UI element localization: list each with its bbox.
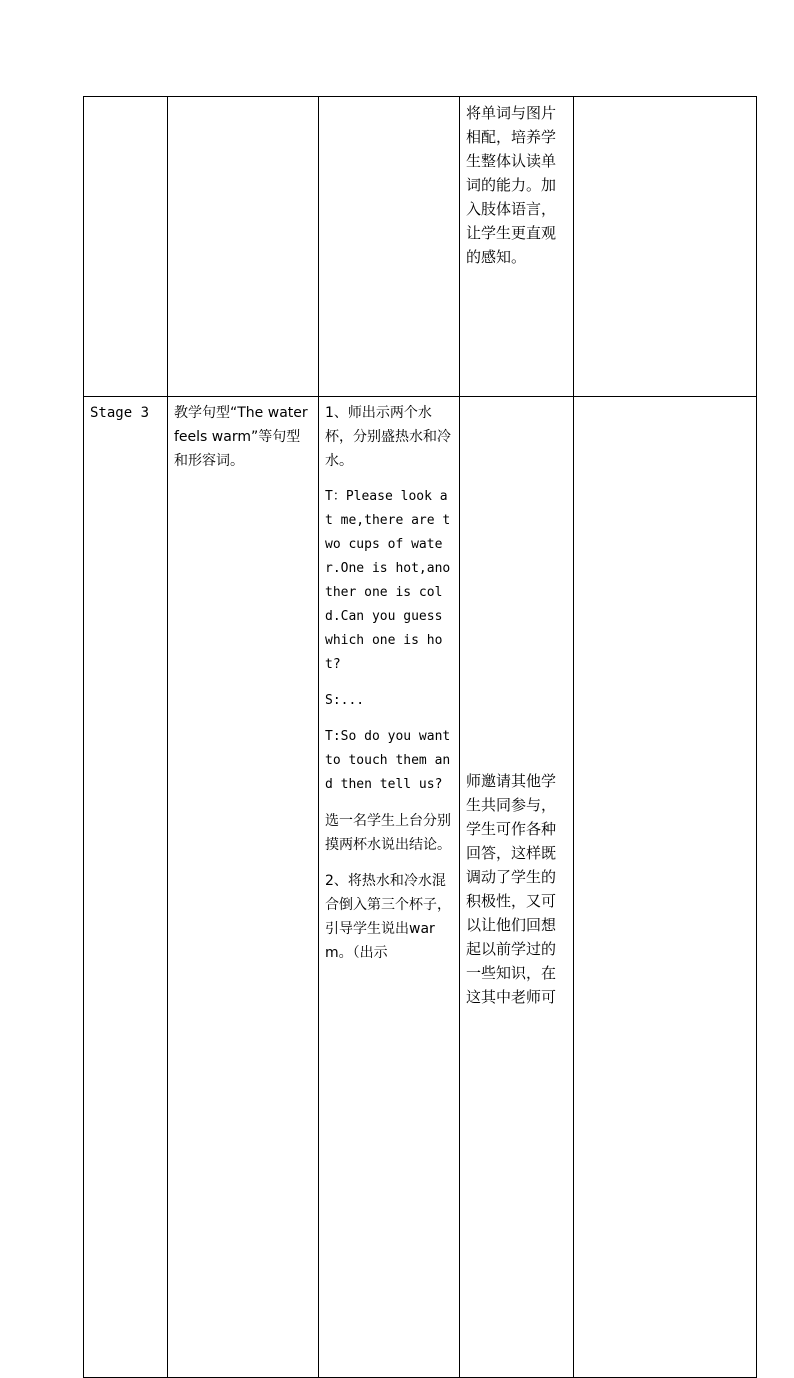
design-intent-cell: 将单词与图片相配，培养学生整体认读单词的能力。加入肢体语言，让学生更直观的感知。 bbox=[460, 97, 574, 397]
activity-action: 选一名学生上台分别摸两杯水说出结论。 bbox=[325, 813, 451, 853]
dialog-teacher-1: T：Please look at me,there are two cups of water.One is hot,another one is cold.Can you guess which one is hot? bbox=[325, 489, 451, 672]
stage-cell: Stage 3 bbox=[84, 397, 168, 1378]
dialog-teacher-2: T:So do you want to touch them and then tell us? bbox=[325, 729, 451, 792]
content-cell: 教学句型“The water feels warm”等句型和形容词。 bbox=[168, 397, 319, 1378]
notes-cell bbox=[574, 397, 757, 1378]
teacher-activity-cell bbox=[319, 397, 460, 1378]
dialog-students: S:... bbox=[325, 693, 365, 708]
design-intent-cell: 师邀请其他学生共同参与，学生可作各种回答，这样既调动了学生的积极性，又可以让他们回想起以前学过的一些知识，在这其中老师可 bbox=[460, 397, 574, 1378]
activity-step-2: 2、将热水和冷水混合倒入第三个杯子，引导学生说出warm。（出示 bbox=[325, 873, 451, 961]
activity-step-1: 1、师出示两个水杯，分别盛热水和冷水。 bbox=[325, 405, 451, 469]
stage-cell bbox=[84, 97, 168, 397]
table-row bbox=[84, 97, 757, 397]
table-row bbox=[84, 397, 757, 1378]
teacher-activity-cell bbox=[319, 97, 460, 397]
lesson-plan-table bbox=[83, 96, 757, 1378]
notes-cell bbox=[574, 97, 757, 397]
content-cell bbox=[168, 97, 319, 397]
